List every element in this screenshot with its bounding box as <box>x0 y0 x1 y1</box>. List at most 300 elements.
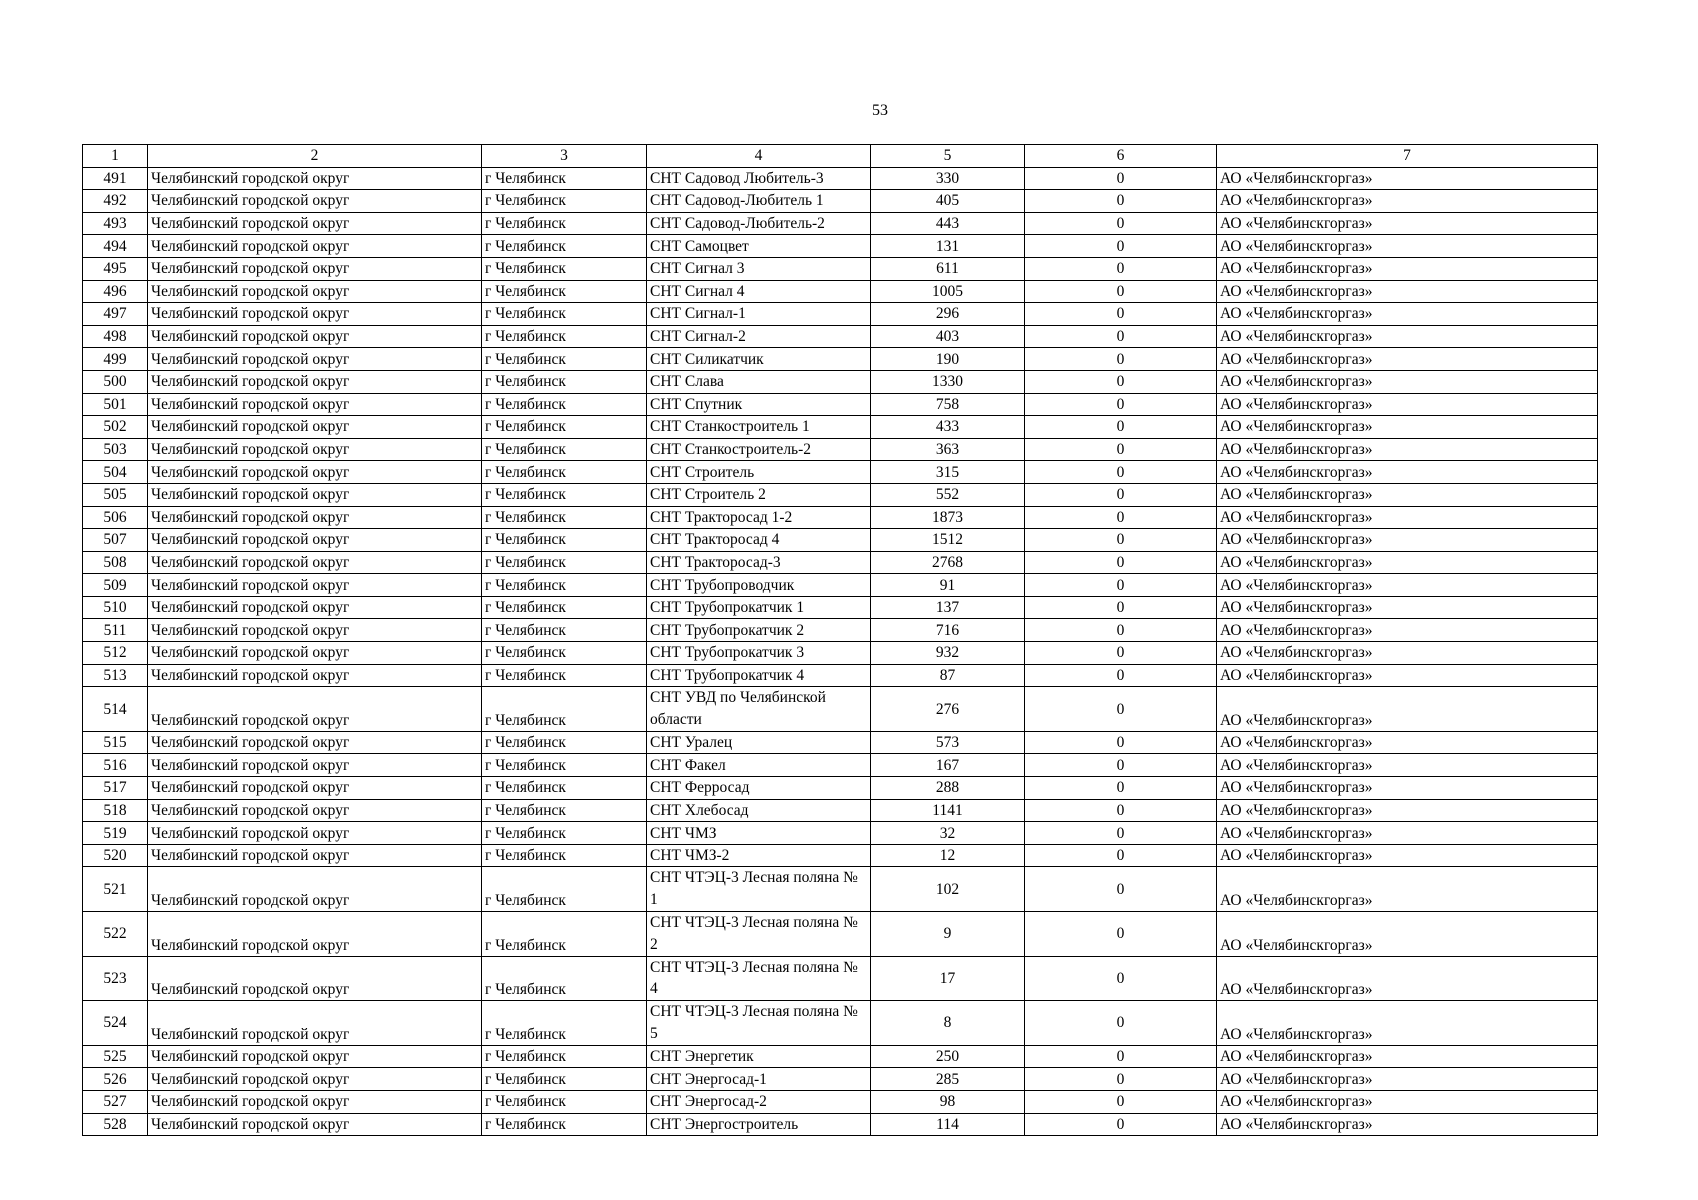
object-name-cell: СНТ Энергосад-1 <box>647 1068 871 1091</box>
row-number-cell: 514 <box>83 687 148 732</box>
row-number-cell: 528 <box>83 1113 148 1136</box>
organization-cell: АО «Челябинскгоргаз» <box>1217 483 1598 506</box>
object-name-cell: СНТ Тракторосад-3 <box>647 551 871 574</box>
row-number-cell: 527 <box>83 1090 148 1113</box>
value-col5-cell: 363 <box>871 438 1025 461</box>
district-cell: Челябинский городской округ <box>148 822 482 845</box>
value-col5-cell: 403 <box>871 325 1025 348</box>
value-col5-cell: 433 <box>871 416 1025 439</box>
value-col6-cell: 0 <box>1025 867 1217 912</box>
value-col5-cell: 8 <box>871 1001 1025 1046</box>
city-cell: г Челябинск <box>482 1113 647 1136</box>
district-cell: Челябинский городской округ <box>148 348 482 371</box>
city-cell: г Челябинск <box>482 822 647 845</box>
row-number-cell: 520 <box>83 844 148 867</box>
table-row <box>83 212 1598 235</box>
value-col6-cell: 0 <box>1025 956 1217 1001</box>
value-col6-cell: 0 <box>1025 506 1217 529</box>
table-row <box>83 1068 1598 1091</box>
city-cell: г Челябинск <box>482 619 647 642</box>
value-col5-cell: 758 <box>871 393 1025 416</box>
value-col5-cell: 405 <box>871 190 1025 213</box>
district-cell: Челябинский городской округ <box>148 956 482 1001</box>
header-row <box>83 145 1598 168</box>
value-col6-cell: 0 <box>1025 1068 1217 1091</box>
row-number-cell: 517 <box>83 777 148 800</box>
city-cell: г Челябинск <box>482 212 647 235</box>
table-row <box>83 912 1598 957</box>
object-name-cell: СНТ Факел <box>647 754 871 777</box>
value-col5-cell: 17 <box>871 956 1025 1001</box>
district-cell: Челябинский городской округ <box>148 687 482 732</box>
row-number-cell: 519 <box>83 822 148 845</box>
object-name-cell: СНТ Энергетик <box>647 1045 871 1068</box>
table-row <box>83 325 1598 348</box>
organization-cell: АО «Челябинскгоргаз» <box>1217 1068 1598 1091</box>
organization-cell: АО «Челябинскгоргаз» <box>1217 754 1598 777</box>
organization-cell: АО «Челябинскгоргаз» <box>1217 596 1598 619</box>
value-col5-cell: 1141 <box>871 799 1025 822</box>
row-number-cell: 500 <box>83 370 148 393</box>
table-row <box>83 1090 1598 1113</box>
value-col5-cell: 573 <box>871 731 1025 754</box>
district-cell: Челябинский городской округ <box>148 461 482 484</box>
table-row <box>83 370 1598 393</box>
district-cell: Челябинский городской округ <box>148 393 482 416</box>
value-col6-cell: 0 <box>1025 280 1217 303</box>
value-col5-cell: 114 <box>871 1113 1025 1136</box>
table-row <box>83 551 1598 574</box>
value-col6-cell: 0 <box>1025 257 1217 280</box>
city-cell: г Челябинск <box>482 1001 647 1046</box>
value-col5-cell: 102 <box>871 867 1025 912</box>
district-cell: Челябинский городской округ <box>148 1113 482 1136</box>
value-col5-cell: 190 <box>871 348 1025 371</box>
city-cell: г Челябинск <box>482 348 647 371</box>
city-cell: г Челябинск <box>482 370 647 393</box>
table-row <box>83 483 1598 506</box>
table-row <box>83 348 1598 371</box>
table-row <box>83 506 1598 529</box>
value-col6-cell: 0 <box>1025 167 1217 190</box>
row-number-cell: 510 <box>83 596 148 619</box>
district-cell: Челябинский городской округ <box>148 212 482 235</box>
table-row <box>83 461 1598 484</box>
city-cell: г Челябинск <box>482 687 647 732</box>
row-number-cell: 493 <box>83 212 148 235</box>
object-name-cell: СНТ Самоцвет <box>647 235 871 258</box>
value-col6-cell: 0 <box>1025 235 1217 258</box>
value-col6-cell: 0 <box>1025 912 1217 957</box>
table-row <box>83 642 1598 665</box>
city-cell: г Челябинск <box>482 754 647 777</box>
organization-cell: АО «Челябинскгоргаз» <box>1217 438 1598 461</box>
table-row <box>83 416 1598 439</box>
district-cell: Челябинский городской округ <box>148 325 482 348</box>
city-cell: г Челябинск <box>482 506 647 529</box>
table-row <box>83 867 1598 912</box>
value-col5-cell: 12 <box>871 844 1025 867</box>
row-number-cell: 513 <box>83 664 148 687</box>
district-cell: Челябинский городской округ <box>148 754 482 777</box>
organization-cell: АО «Челябинскгоргаз» <box>1217 822 1598 845</box>
organization-cell: АО «Челябинскгоргаз» <box>1217 1045 1598 1068</box>
organization-cell: АО «Челябинскгоргаз» <box>1217 956 1598 1001</box>
object-name-cell: СНТ Трубопрокатчик 2 <box>647 619 871 642</box>
value-col5-cell: 716 <box>871 619 1025 642</box>
object-name-cell: СНТ Трубопрокатчик 3 <box>647 642 871 665</box>
value-col5-cell: 2768 <box>871 551 1025 574</box>
value-col5-cell: 330 <box>871 167 1025 190</box>
value-col6-cell: 0 <box>1025 483 1217 506</box>
row-number-cell: 521 <box>83 867 148 912</box>
city-cell: г Челябинск <box>482 416 647 439</box>
city-cell: г Челябинск <box>482 483 647 506</box>
value-col5-cell: 443 <box>871 212 1025 235</box>
city-cell: г Челябинск <box>482 664 647 687</box>
table-row <box>83 438 1598 461</box>
row-number-cell: 515 <box>83 731 148 754</box>
value-col6-cell: 0 <box>1025 822 1217 845</box>
value-col5-cell: 296 <box>871 303 1025 326</box>
district-cell: Челябинский городской округ <box>148 777 482 800</box>
value-col6-cell: 0 <box>1025 551 1217 574</box>
district-cell: Челябинский городской округ <box>148 867 482 912</box>
column-header: 4 <box>647 145 871 168</box>
value-col6-cell: 0 <box>1025 777 1217 800</box>
value-col5-cell: 552 <box>871 483 1025 506</box>
district-cell: Челябинский городской округ <box>148 1068 482 1091</box>
row-number-cell: 526 <box>83 1068 148 1091</box>
city-cell: г Челябинск <box>482 642 647 665</box>
city-cell: г Челябинск <box>482 393 647 416</box>
object-name-cell: СНТ Строитель 2 <box>647 483 871 506</box>
row-number-cell: 522 <box>83 912 148 957</box>
organization-cell: АО «Челябинскгоргаз» <box>1217 664 1598 687</box>
table-row <box>83 956 1598 1001</box>
page-number: 53 <box>872 102 888 119</box>
city-cell: г Челябинск <box>482 438 647 461</box>
row-number-cell: 501 <box>83 393 148 416</box>
value-col6-cell: 0 <box>1025 1113 1217 1136</box>
object-name-cell: СНТ Трубопрокатчик 1 <box>647 596 871 619</box>
row-number-cell: 525 <box>83 1045 148 1068</box>
object-name-cell: СНТ Энергостроитель <box>647 1113 871 1136</box>
table-row <box>83 235 1598 258</box>
organization-cell: АО «Челябинскгоргаз» <box>1217 642 1598 665</box>
organization-cell: АО «Челябинскгоргаз» <box>1217 574 1598 597</box>
value-col6-cell: 0 <box>1025 348 1217 371</box>
city-cell: г Челябинск <box>482 257 647 280</box>
value-col5-cell: 1005 <box>871 280 1025 303</box>
row-number-cell: 512 <box>83 642 148 665</box>
value-col6-cell: 0 <box>1025 664 1217 687</box>
value-col5-cell: 98 <box>871 1090 1025 1113</box>
table-row <box>83 664 1598 687</box>
district-cell: Челябинский городской округ <box>148 438 482 461</box>
organization-cell: АО «Челябинскгоргаз» <box>1217 619 1598 642</box>
organization-cell: АО «Челябинскгоргаз» <box>1217 190 1598 213</box>
row-number-cell: 516 <box>83 754 148 777</box>
row-number-cell: 509 <box>83 574 148 597</box>
value-col6-cell: 0 <box>1025 461 1217 484</box>
table-row <box>83 619 1598 642</box>
table-row <box>83 529 1598 552</box>
object-name-cell: СНТ ЧТЭЦ-3 Лесная поляна № 5 <box>647 1001 871 1046</box>
value-col6-cell: 0 <box>1025 393 1217 416</box>
organization-cell: АО «Челябинскгоргаз» <box>1217 303 1598 326</box>
organization-cell: АО «Челябинскгоргаз» <box>1217 235 1598 258</box>
value-col5-cell: 285 <box>871 1068 1025 1091</box>
organization-cell: АО «Челябинскгоргаз» <box>1217 212 1598 235</box>
row-number-cell: 499 <box>83 348 148 371</box>
organization-cell: АО «Челябинскгоргаз» <box>1217 844 1598 867</box>
table-row <box>83 777 1598 800</box>
value-col6-cell: 0 <box>1025 731 1217 754</box>
row-number-cell: 492 <box>83 190 148 213</box>
organization-cell: АО «Челябинскгоргаз» <box>1217 777 1598 800</box>
row-number-cell: 511 <box>83 619 148 642</box>
organization-cell: АО «Челябинскгоргаз» <box>1217 257 1598 280</box>
city-cell: г Челябинск <box>482 731 647 754</box>
data-table <box>82 144 1598 1136</box>
organization-cell: АО «Челябинскгоргаз» <box>1217 416 1598 439</box>
district-cell: Челябинский городской округ <box>148 574 482 597</box>
object-name-cell: СНТ Станкостроитель-2 <box>647 438 871 461</box>
column-header: 6 <box>1025 145 1217 168</box>
object-name-cell: СНТ Слава <box>647 370 871 393</box>
row-number-cell: 494 <box>83 235 148 258</box>
object-name-cell: СНТ Уралец <box>647 731 871 754</box>
object-name-cell: СНТ Тракторосад 1-2 <box>647 506 871 529</box>
object-name-cell: СНТ Сигнал 4 <box>647 280 871 303</box>
organization-cell: АО «Челябинскгоргаз» <box>1217 393 1598 416</box>
organization-cell: АО «Челябинскгоргаз» <box>1217 912 1598 957</box>
value-col5-cell: 250 <box>871 1045 1025 1068</box>
object-name-cell: СНТ Спутник <box>647 393 871 416</box>
table-row <box>83 190 1598 213</box>
organization-cell: АО «Челябинскгоргаз» <box>1217 799 1598 822</box>
city-cell: г Челябинск <box>482 167 647 190</box>
city-cell: г Челябинск <box>482 461 647 484</box>
table-row <box>83 754 1598 777</box>
value-col6-cell: 0 <box>1025 596 1217 619</box>
table-row <box>83 1113 1598 1136</box>
district-cell: Челябинский городской округ <box>148 799 482 822</box>
value-col5-cell: 1512 <box>871 529 1025 552</box>
row-number-cell: 498 <box>83 325 148 348</box>
district-cell: Челябинский городской округ <box>148 642 482 665</box>
column-header: 2 <box>148 145 482 168</box>
city-cell: г Челябинск <box>482 303 647 326</box>
city-cell: г Челябинск <box>482 280 647 303</box>
row-number-cell: 504 <box>83 461 148 484</box>
table-row <box>83 280 1598 303</box>
city-cell: г Челябинск <box>482 190 647 213</box>
city-cell: г Челябинск <box>482 799 647 822</box>
value-col6-cell: 0 <box>1025 303 1217 326</box>
object-name-cell: СНТ Строитель <box>647 461 871 484</box>
row-number-cell: 491 <box>83 167 148 190</box>
table-row <box>83 303 1598 326</box>
value-col6-cell: 0 <box>1025 1001 1217 1046</box>
district-cell: Челябинский городской округ <box>148 257 482 280</box>
row-number-cell: 496 <box>83 280 148 303</box>
column-header: 1 <box>83 145 148 168</box>
value-col5-cell: 276 <box>871 687 1025 732</box>
table-row <box>83 844 1598 867</box>
city-cell: г Челябинск <box>482 956 647 1001</box>
object-name-cell: СНТ Ферросад <box>647 777 871 800</box>
row-number-cell: 503 <box>83 438 148 461</box>
table-row <box>83 1045 1598 1068</box>
city-cell: г Челябинск <box>482 551 647 574</box>
value-col5-cell: 137 <box>871 596 1025 619</box>
district-cell: Челябинский городской округ <box>148 235 482 258</box>
object-name-cell: СНТ Сигнал-2 <box>647 325 871 348</box>
value-col5-cell: 611 <box>871 257 1025 280</box>
table-row <box>83 596 1598 619</box>
district-cell: Челябинский городской округ <box>148 664 482 687</box>
table-row <box>83 257 1598 280</box>
district-cell: Челябинский городской округ <box>148 619 482 642</box>
organization-cell: АО «Челябинскгоргаз» <box>1217 348 1598 371</box>
table-row <box>83 799 1598 822</box>
city-cell: г Челябинск <box>482 325 647 348</box>
organization-cell: АО «Челябинскгоргаз» <box>1217 370 1598 393</box>
object-name-cell: СНТ Станкостроитель 1 <box>647 416 871 439</box>
object-name-cell: СНТ Садовод-Любитель 1 <box>647 190 871 213</box>
row-number-cell: 507 <box>83 529 148 552</box>
object-name-cell: СНТ Силикатчик <box>647 348 871 371</box>
table-row <box>83 393 1598 416</box>
table-row <box>83 731 1598 754</box>
row-number-cell: 523 <box>83 956 148 1001</box>
organization-cell: АО «Челябинскгоргаз» <box>1217 1090 1598 1113</box>
row-number-cell: 497 <box>83 303 148 326</box>
object-name-cell: СНТ ЧМЗ-2 <box>647 844 871 867</box>
city-cell: г Челябинск <box>482 1090 647 1113</box>
value-col6-cell: 0 <box>1025 844 1217 867</box>
district-cell: Челябинский городской округ <box>148 529 482 552</box>
district-cell: Челябинский городской округ <box>148 280 482 303</box>
organization-cell: АО «Челябинскгоргаз» <box>1217 506 1598 529</box>
row-number-cell: 502 <box>83 416 148 439</box>
value-col6-cell: 0 <box>1025 325 1217 348</box>
value-col5-cell: 131 <box>871 235 1025 258</box>
city-cell: г Челябинск <box>482 867 647 912</box>
organization-cell: АО «Челябинскгоргаз» <box>1217 731 1598 754</box>
object-name-cell: СНТ ЧМЗ <box>647 822 871 845</box>
object-name-cell: СНТ ЧТЭЦ-3 Лесная поляна № 2 <box>647 912 871 957</box>
object-name-cell: СНТ Тракторосад 4 <box>647 529 871 552</box>
value-col5-cell: 167 <box>871 754 1025 777</box>
row-number-cell: 505 <box>83 483 148 506</box>
object-name-cell: СНТ Садовод Любитель-3 <box>647 167 871 190</box>
value-col5-cell: 9 <box>871 912 1025 957</box>
district-cell: Челябинский городской округ <box>148 1090 482 1113</box>
value-col5-cell: 1873 <box>871 506 1025 529</box>
organization-cell: АО «Челябинскгоргаз» <box>1217 551 1598 574</box>
city-cell: г Челябинск <box>482 844 647 867</box>
district-cell: Челябинский городской округ <box>148 731 482 754</box>
value-col6-cell: 0 <box>1025 212 1217 235</box>
district-cell: Челябинский городской округ <box>148 551 482 574</box>
organization-cell: АО «Челябинскгоргаз» <box>1217 280 1598 303</box>
table-body <box>83 167 1598 1136</box>
value-col6-cell: 0 <box>1025 754 1217 777</box>
city-cell: г Челябинск <box>482 574 647 597</box>
object-name-cell: СНТ Хлебосад <box>647 799 871 822</box>
object-name-cell: СНТ Энергосад-2 <box>647 1090 871 1113</box>
city-cell: г Челябинск <box>482 529 647 552</box>
organization-cell: АО «Челябинскгоргаз» <box>1217 461 1598 484</box>
district-cell: Челябинский городской округ <box>148 844 482 867</box>
district-cell: Челябинский городской округ <box>148 370 482 393</box>
value-col5-cell: 91 <box>871 574 1025 597</box>
city-cell: г Челябинск <box>482 235 647 258</box>
object-name-cell: СНТ Трубопрокатчик 4 <box>647 664 871 687</box>
object-name-cell: СНТ Сигнал 3 <box>647 257 871 280</box>
row-number-cell: 518 <box>83 799 148 822</box>
object-name-cell: СНТ Садовод-Любитель-2 <box>647 212 871 235</box>
value-col6-cell: 0 <box>1025 1090 1217 1113</box>
value-col6-cell: 0 <box>1025 799 1217 822</box>
value-col6-cell: 0 <box>1025 687 1217 732</box>
district-cell: Челябинский городской округ <box>148 1045 482 1068</box>
value-col6-cell: 0 <box>1025 416 1217 439</box>
value-col6-cell: 0 <box>1025 1045 1217 1068</box>
table-row <box>83 574 1598 597</box>
value-col6-cell: 0 <box>1025 529 1217 552</box>
value-col5-cell: 315 <box>871 461 1025 484</box>
row-number-cell: 508 <box>83 551 148 574</box>
table-row <box>83 167 1598 190</box>
district-cell: Челябинский городской округ <box>148 596 482 619</box>
value-col5-cell: 1330 <box>871 370 1025 393</box>
object-name-cell: СНТ УВД по Челябинской области <box>647 687 871 732</box>
city-cell: г Челябинск <box>482 912 647 957</box>
district-cell: Челябинский городской округ <box>148 303 482 326</box>
organization-cell: АО «Челябинскгоргаз» <box>1217 167 1598 190</box>
value-col6-cell: 0 <box>1025 642 1217 665</box>
city-cell: г Челябинск <box>482 1068 647 1091</box>
district-cell: Челябинский городской округ <box>148 483 482 506</box>
value-col5-cell: 288 <box>871 777 1025 800</box>
city-cell: г Челябинск <box>482 1045 647 1068</box>
organization-cell: АО «Челябинскгоргаз» <box>1217 325 1598 348</box>
row-number-cell: 524 <box>83 1001 148 1046</box>
object-name-cell: СНТ ЧТЭЦ-3 Лесная поляна № 4 <box>647 956 871 1001</box>
column-header: 5 <box>871 145 1025 168</box>
city-cell: г Челябинск <box>482 596 647 619</box>
value-col6-cell: 0 <box>1025 370 1217 393</box>
district-cell: Челябинский городской округ <box>148 416 482 439</box>
object-name-cell: СНТ Трубопроводчик <box>647 574 871 597</box>
row-number-cell: 495 <box>83 257 148 280</box>
value-col5-cell: 32 <box>871 822 1025 845</box>
value-col6-cell: 0 <box>1025 619 1217 642</box>
value-col6-cell: 0 <box>1025 190 1217 213</box>
organization-cell: АО «Челябинскгоргаз» <box>1217 687 1598 732</box>
organization-cell: АО «Челябинскгоргаз» <box>1217 1001 1598 1046</box>
table-row <box>83 687 1598 732</box>
city-cell: г Челябинск <box>482 777 647 800</box>
value-col5-cell: 87 <box>871 664 1025 687</box>
value-col6-cell: 0 <box>1025 574 1217 597</box>
organization-cell: АО «Челябинскгоргаз» <box>1217 1113 1598 1136</box>
district-cell: Челябинский городской округ <box>148 167 482 190</box>
